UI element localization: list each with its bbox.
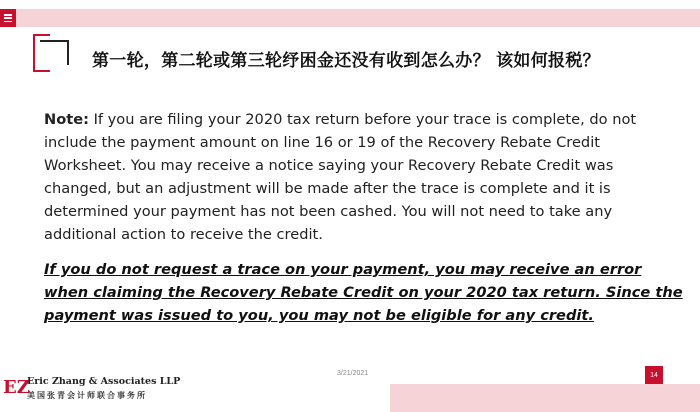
ez-logo-icon xyxy=(3,374,30,398)
note-text: If you are filing your 2020 tax return before your trace is complete, do not include the payment amount on line 16 or 19 of the Recovery Rebate Credit Worksheet. You may receive a notice saying your Recovery Rebate Credit was changed, but an adjustment will be made after the trace is complete and it is determined your payment has not been cashed. You will not need to take any additional action to receive the credit. xyxy=(44,111,637,243)
hamburger-menu-icon xyxy=(4,14,12,22)
menu-button[interactable] xyxy=(0,9,16,27)
bracket-logo-icon xyxy=(30,31,74,75)
company-name-chinese: 美国张青会计师联合事务所 xyxy=(27,391,147,400)
page-number-badge: 14 xyxy=(645,366,663,384)
top-band xyxy=(0,9,700,27)
slide-title: 第一轮，第二轮或第三轮纾困金还没有收到怎么办？ 该如何报税？ xyxy=(92,51,600,71)
footer-band xyxy=(390,384,700,412)
slide-date: 3/21/2021 xyxy=(337,370,369,377)
note-paragraph xyxy=(44,108,684,246)
company-name: Eric Zhang & Associates LLP xyxy=(27,376,181,387)
ez-logo-letters: EZ xyxy=(3,377,30,398)
note-label: Note: xyxy=(44,111,89,128)
warning-paragraph: If you do not request a trace on your payment, you may receive an error when claiming the Recovery Rebate Credit on your 2020 tax return. Since the payment was issued to you, you may not be eligible for any credit. xyxy=(44,261,683,324)
